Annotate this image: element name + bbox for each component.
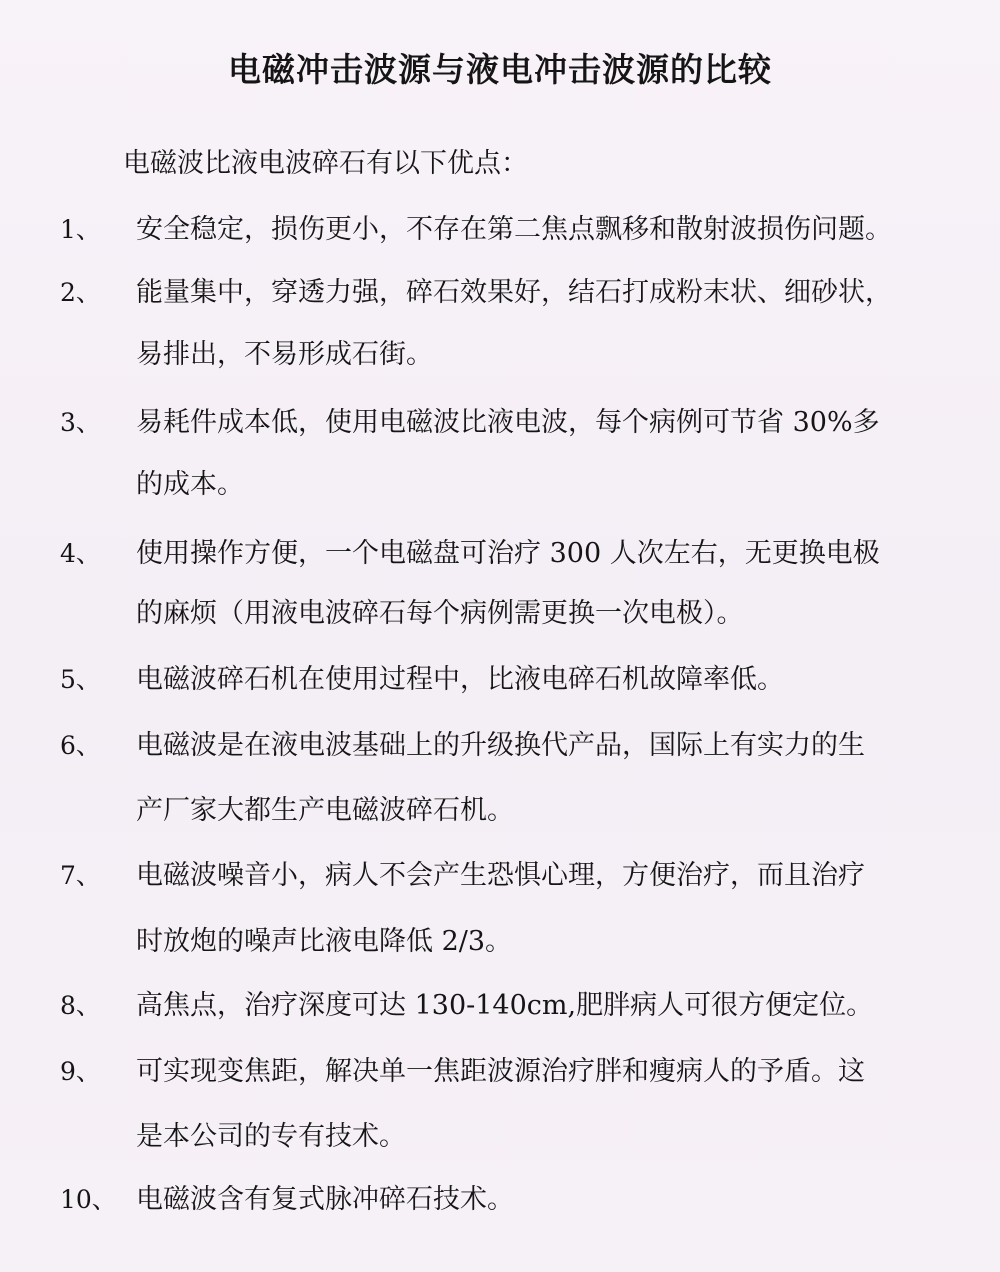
- item-text: 易耗件成本低，使用电磁波比液电波，每个病例可节省 30%多: [136, 407, 880, 438]
- item-text: 电磁波碎石机在使用过程中，比液电碎石机故障率低。: [136, 664, 784, 695]
- item-number: 7、: [60, 861, 101, 890]
- item-text-continued: 易排出，不易形成石街。: [136, 339, 433, 370]
- item-text: 电磁波噪音小，病人不会产生恐惧心理，方便治疗，而且治疗: [136, 860, 865, 891]
- item-number: 8、: [60, 991, 101, 1020]
- item-number: 6、: [60, 731, 101, 760]
- item-number: 5、: [60, 665, 101, 694]
- item-text-continued: 是本公司的专有技术。: [136, 1121, 406, 1152]
- item-text-continued: 产厂家大都生产电磁波碎石机。: [136, 795, 514, 826]
- item-text: 高焦点，治疗深度可达 130-140cm,肥胖病人可很方便定位。: [136, 990, 874, 1021]
- item-number: 9、: [60, 1057, 101, 1086]
- item-text: 安全稳定，损伤更小，不存在第二焦点飘移和散射波损伤问题。: [136, 214, 892, 245]
- item-number: 4、: [60, 539, 101, 568]
- item-text: 能量集中，穿透力强，碎石效果好，结石打成粉末状、细砂状，: [136, 277, 892, 308]
- item-text-continued: 的成本。: [136, 469, 244, 500]
- intro-text: 电磁波比液电波碎石有以下优点：: [123, 148, 528, 179]
- item-text: 可实现变焦距，解决单一焦距波源治疗胖和瘦病人的予盾。这: [136, 1056, 865, 1087]
- item-number: 2、: [60, 278, 101, 307]
- item-text-continued: 时放炮的噪声比液电降低 2/3。: [136, 926, 513, 957]
- item-number: 10、: [60, 1185, 117, 1214]
- item-number: 3、: [60, 408, 101, 437]
- page-title: 电磁冲击波源与液电冲击波源的比较: [228, 50, 772, 89]
- item-text: 使用操作方便，一个电磁盘可治疗 300 人次左右，无更换电极: [136, 538, 880, 569]
- item-number: 1、: [60, 215, 101, 244]
- item-text-continued: 的麻烦（用液电波碎石每个病例需更换一次电极）。: [136, 598, 744, 629]
- item-text: 电磁波含有复式脉冲碎石技术。: [136, 1184, 514, 1215]
- item-text: 电磁波是在液电波基础上的升级换代产品，国际上有实力的生: [136, 730, 865, 761]
